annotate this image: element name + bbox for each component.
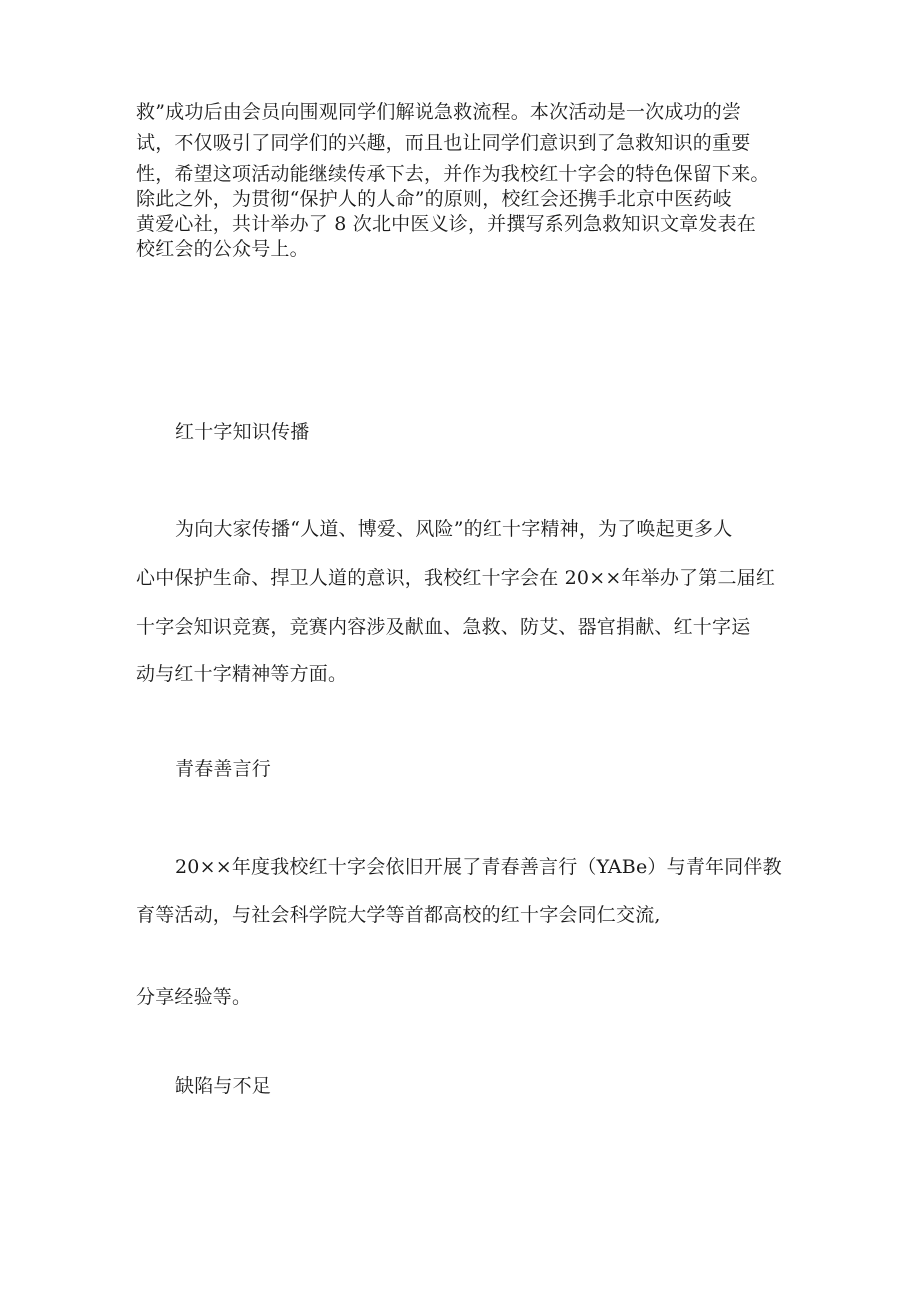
section-heading: 红十字知识传播 bbox=[175, 421, 310, 443]
paragraph-line: 20××年度我校红十字会依旧开展了青春善言行（YABe）与青年同伴教 bbox=[175, 856, 782, 878]
paragraph-line: 动与红十字精神等方面。 bbox=[136, 663, 348, 685]
section-heading: 缺陷与不足 bbox=[175, 1075, 272, 1097]
paragraph-line: 十字会知识竞赛，竞赛内容涉及献血、急救、防艾、器官捐献、红十字运 bbox=[136, 616, 751, 638]
paragraph-line: 除此之外，为贯彻“保护人的人命”的原则，校红会还携手北京中医药岐 bbox=[136, 188, 732, 210]
paragraph-line: 试，不仅吸引了同学们的兴趣，而且也让同学们意识到了急救知识的重要 bbox=[136, 132, 751, 154]
paragraph-line: 育等活动，与社会科学院大学等首都高校的红十字会同仁交流, bbox=[136, 904, 661, 926]
section-heading: 青春善言行 bbox=[175, 758, 272, 780]
paragraph-line: 分享经验等。 bbox=[136, 986, 252, 1008]
paragraph-line: 救”成功后由会员向围观同学们解说急救流程。本次活动是一次成功的尝 bbox=[136, 101, 742, 123]
paragraph-line: 为向大家传播“人道、博爱、风险”的红十字精神，为了唤起更多人 bbox=[175, 518, 733, 540]
paragraph-line: 性，希望这项活动能继续传承下去，并作为我校红十字会的特色保留下来。 bbox=[136, 163, 770, 185]
paragraph-line: 心中保护生命、捍卫人道的意识，我校红十字会在 20××年举办了第二届红 bbox=[136, 567, 776, 589]
paragraph-line: 校红会的公众号上。 bbox=[136, 238, 309, 260]
paragraph-line: 黄爱心社，共计举办了 8 次北中医义诊，并撰写系列急救知识文章发表在 bbox=[136, 213, 756, 235]
